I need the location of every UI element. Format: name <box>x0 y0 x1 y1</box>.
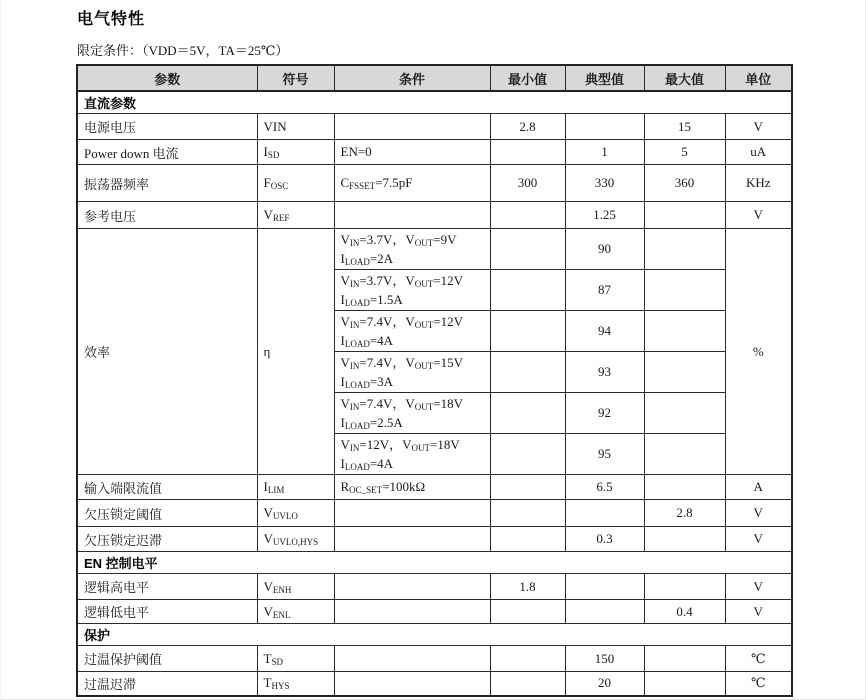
typ-cell <box>565 574 644 600</box>
symbol-cell: $T_{HYS}$ <box>257 672 334 696</box>
condition-cell: $V_{IN}=7.4V$，$V_{OUT}=12V$ $I_{LOAD}=4A$ <box>334 311 490 352</box>
symbol-cell: $T_{SD}$ <box>257 646 334 672</box>
table-header-row <box>77 65 792 91</box>
condition-cell <box>334 527 490 552</box>
typ-cell: 87 <box>565 270 644 311</box>
row-input-current-limit <box>77 475 792 500</box>
header-min: 最小值 <box>490 65 565 91</box>
min-cell <box>490 646 565 672</box>
condition-cell: $V_{IN}=7.4V$，$V_{OUT}=18V$ $I_{LOAD}=2.5A$ <box>334 393 490 434</box>
min-cell <box>490 600 565 624</box>
condition-cell <box>334 202 490 229</box>
row-efficiency-1 <box>77 229 792 270</box>
condition-cell: $V_{IN}=3.7V$，$V_{OUT}=12V$ $I_{LOAD}=1.5A$ <box>334 270 490 311</box>
typ-cell: 1 <box>565 140 644 165</box>
typ-cell: 90 <box>565 229 644 270</box>
condition-cell <box>334 646 490 672</box>
unit-cell: % <box>725 229 792 475</box>
param-cell: 过温迟滞 <box>77 672 257 696</box>
symbol-cell: VIN <box>257 114 334 140</box>
electrical-characteristics-table <box>76 64 793 697</box>
header-condition: 条件 <box>334 65 490 91</box>
header-parameter: 参数 <box>77 65 257 91</box>
max-cell <box>644 270 725 311</box>
symbol-cell: η <box>257 229 334 475</box>
symbol-cell: $I_{SD}$ <box>257 140 334 165</box>
unit-cell: ℃ <box>725 672 792 696</box>
section-protection <box>77 624 792 646</box>
row-oscillator-frequency <box>77 165 792 202</box>
typ-cell <box>565 500 644 527</box>
typ-cell: 92 <box>565 393 644 434</box>
max-cell: 2.8 <box>644 500 725 527</box>
section-label: 直流参数 <box>77 91 792 114</box>
unit-cell: ℃ <box>725 646 792 672</box>
typ-cell: 6.5 <box>565 475 644 500</box>
min-cell <box>490 393 565 434</box>
header-symbol: 符号 <box>257 65 334 91</box>
symbol-cell: $V_{UVLO,HYS}$ <box>257 527 334 552</box>
typ-cell: 0.3 <box>565 527 644 552</box>
min-cell <box>490 140 565 165</box>
max-cell <box>644 202 725 229</box>
header-unit: 单位 <box>725 65 792 91</box>
row-uvlo-hysteresis <box>77 527 792 552</box>
param-cell: 振荡器频率 <box>77 165 257 202</box>
max-cell: 360 <box>644 165 725 202</box>
min-cell <box>490 475 565 500</box>
symbol-cell: $I_{LIM}$ <box>257 475 334 500</box>
condition-cell: $C_{FSSET}=7.5pF$ <box>334 165 490 202</box>
max-cell <box>644 574 725 600</box>
page-title: 电气特性 <box>77 11 146 28</box>
condition-cell: $R_{OC\_SET}=100k\Omega$ <box>334 475 490 500</box>
max-cell <box>644 311 725 352</box>
min-cell <box>490 270 565 311</box>
row-thermal-hysteresis <box>77 672 792 696</box>
min-cell: 1.8 <box>490 574 565 600</box>
unit-cell: V <box>725 500 792 527</box>
param-cell: 逻辑高电平 <box>77 574 257 600</box>
min-cell: 300 <box>490 165 565 202</box>
symbol-cell: $V_{REF}$ <box>257 202 334 229</box>
symbol-cell: $F_{OSC}$ <box>257 165 334 202</box>
max-cell <box>644 672 725 696</box>
unit-cell: V <box>725 574 792 600</box>
unit-cell: V <box>725 527 792 552</box>
min-cell <box>490 229 565 270</box>
row-logic-high <box>77 574 792 600</box>
row-otp-threshold <box>77 646 792 672</box>
param-cell: 欠压锁定迟滞 <box>77 527 257 552</box>
condition-cell <box>334 672 490 696</box>
param-cell: 过温保护阈值 <box>77 646 257 672</box>
unit-cell: A <box>725 475 792 500</box>
param-cell: 效率 <box>77 229 257 475</box>
typ-cell: 1.25 <box>565 202 644 229</box>
condition-cell <box>334 600 490 624</box>
symbol-cell: $V_{ENH}$ <box>257 574 334 600</box>
row-uvlo-threshold <box>77 500 792 527</box>
max-cell: 5 <box>644 140 725 165</box>
condition-cell: $V_{IN}=12V$，$V_{OUT}=18V$ $I_{LOAD}=4A$ <box>334 434 490 475</box>
min-cell: 2.8 <box>490 114 565 140</box>
param-cell: 电源电压 <box>77 114 257 140</box>
max-cell <box>644 352 725 393</box>
symbol-cell: $V_{UVLO}$ <box>257 500 334 527</box>
condition-cell <box>334 500 490 527</box>
row-power-down-current <box>77 140 792 165</box>
row-supply-voltage <box>77 114 792 140</box>
param-cell: 逻辑低电平 <box>77 600 257 624</box>
section-label: 保护 <box>77 624 792 646</box>
param-cell: Power down 电流 <box>77 140 257 165</box>
typ-cell: 95 <box>565 434 644 475</box>
header-typ: 典型值 <box>565 65 644 91</box>
condition-cell: $V_{IN}=7.4V$，$V_{OUT}=15V$ $I_{LOAD}=3A$ <box>334 352 490 393</box>
max-cell <box>644 527 725 552</box>
condition-cell: EN=0 <box>334 140 490 165</box>
header-max: 最大值 <box>644 65 725 91</box>
typ-cell <box>565 114 644 140</box>
max-cell: 15 <box>644 114 725 140</box>
min-cell <box>490 434 565 475</box>
condition-cell <box>334 114 490 140</box>
unit-cell: V <box>725 600 792 624</box>
min-cell <box>490 527 565 552</box>
unit-cell: uA <box>725 140 792 165</box>
param-cell: 欠压锁定阈值 <box>77 500 257 527</box>
row-logic-low <box>77 600 792 624</box>
min-cell <box>490 352 565 393</box>
min-cell <box>490 202 565 229</box>
min-cell <box>490 672 565 696</box>
section-label: EN 控制电平 <box>77 552 792 574</box>
max-cell <box>644 475 725 500</box>
max-cell <box>644 393 725 434</box>
max-cell: 0.4 <box>644 600 725 624</box>
max-cell <box>644 646 725 672</box>
typ-cell <box>565 600 644 624</box>
min-cell <box>490 311 565 352</box>
symbol-cell: $V_{ENL}$ <box>257 600 334 624</box>
section-dc-parameters <box>77 91 792 114</box>
min-cell <box>490 500 565 527</box>
typ-cell: 94 <box>565 311 644 352</box>
condition-cell <box>334 574 490 600</box>
max-cell <box>644 434 725 475</box>
max-cell <box>644 229 725 270</box>
test-conditions: 限定条件：（VDD＝5V，TA＝25℃） <box>77 43 289 58</box>
condition-cell: $V_{IN}=3.7V$，$V_{OUT}=9V$ $I_{LOAD}=2A$ <box>334 229 490 270</box>
section-en-control <box>77 552 792 574</box>
unit-cell: V <box>725 114 792 140</box>
param-cell: 参考电压 <box>77 202 257 229</box>
unit-cell: V <box>725 202 792 229</box>
typ-cell: 150 <box>565 646 644 672</box>
typ-cell: 20 <box>565 672 644 696</box>
typ-cell: 93 <box>565 352 644 393</box>
unit-cell: KHz <box>725 165 792 202</box>
row-reference-voltage <box>77 202 792 229</box>
typ-cell: 330 <box>565 165 644 202</box>
param-cell: 输入端限流值 <box>77 475 257 500</box>
